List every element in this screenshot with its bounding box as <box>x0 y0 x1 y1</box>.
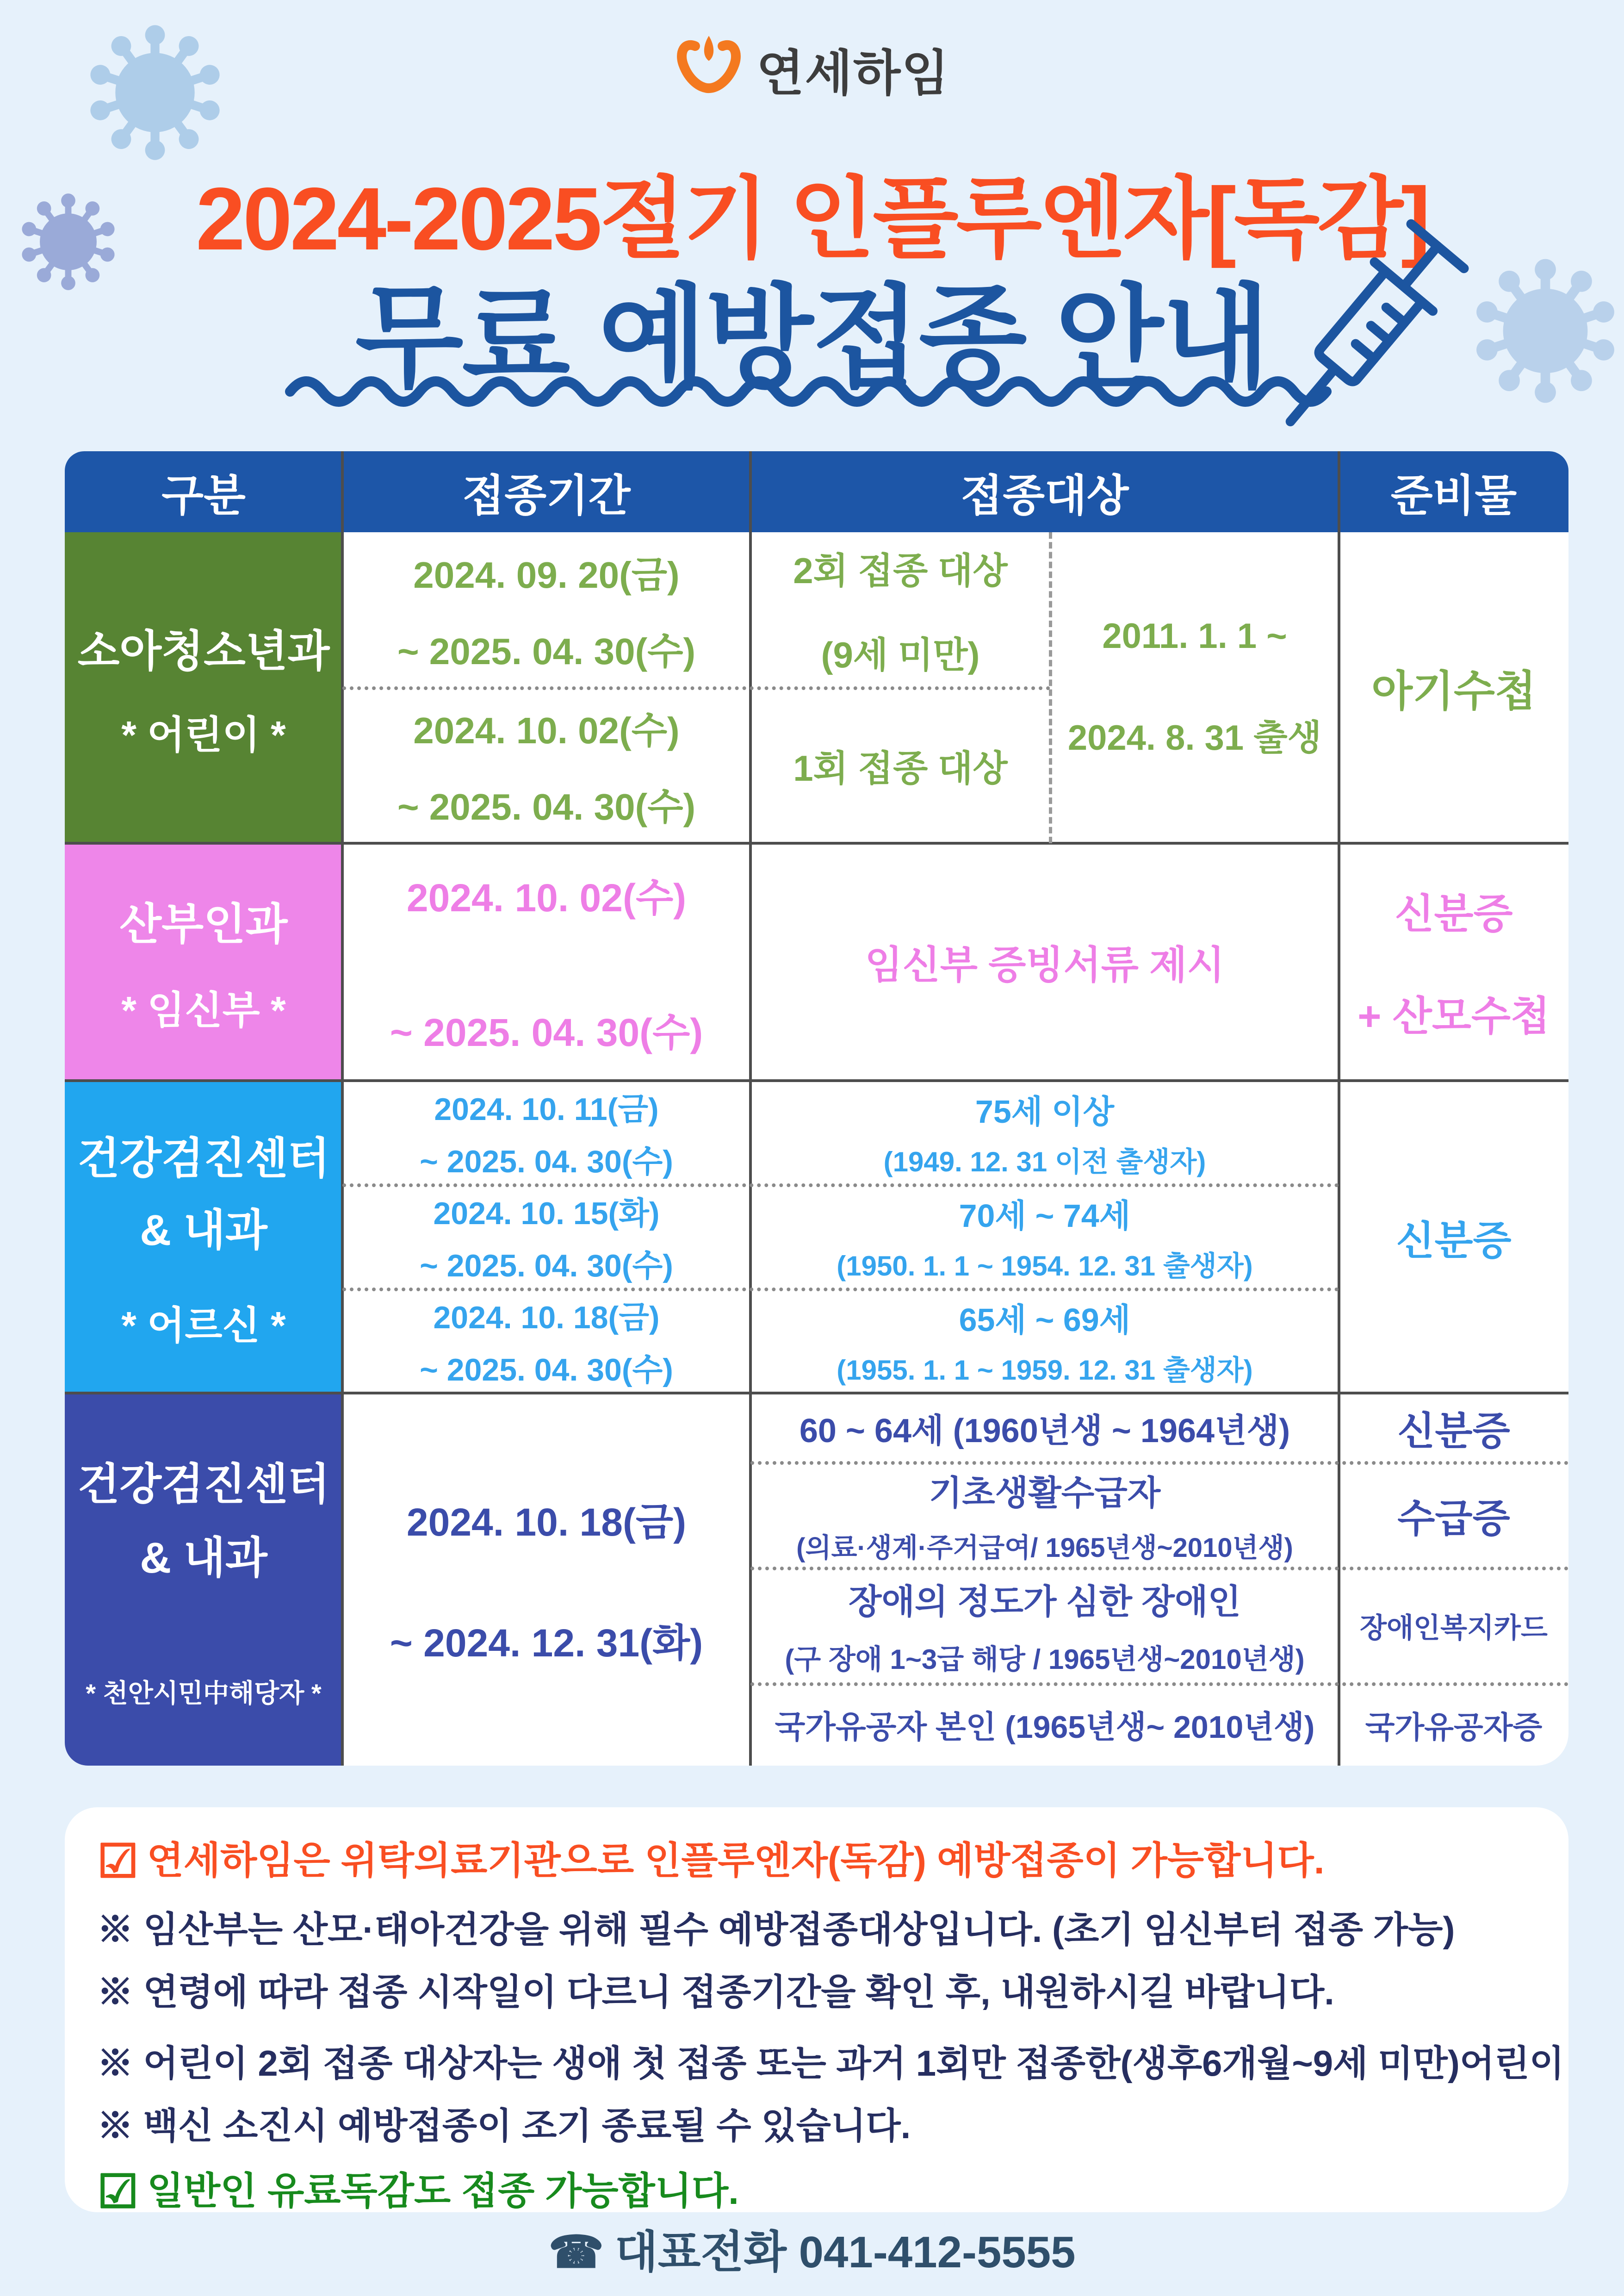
target-label: 1회 접종 대상 <box>793 748 1008 789</box>
target-label: 국가유공자 본인 (1965년생~ 2010년생) <box>775 1710 1315 1745</box>
target-sublabel: (9세 미만) <box>821 635 980 675</box>
citizens-target-4 <box>750 1684 1339 1766</box>
target-sublabel: (의료·생계·주거급여/ 1965년생~2010년생) <box>796 1533 1293 1563</box>
header-target: 접종대상 <box>961 471 1129 520</box>
target-label: 장애의 정도가 심한 장애인 <box>848 1582 1241 1621</box>
phone-number: 대표전화 041-412-5555 <box>615 2228 1076 2277</box>
dotted-divider <box>750 1567 1568 1570</box>
period-start: 2024. 10. 18(금) <box>433 1300 660 1335</box>
target-label: 65세 ~ 69세 <box>959 1302 1131 1338</box>
requirement-label: 신분증 <box>1397 1409 1510 1453</box>
header-period: 접종기간 <box>462 471 631 520</box>
header-category: 구분 <box>161 471 246 520</box>
citizens-target-2 <box>750 1462 1339 1568</box>
target-sublabel: (1949. 12. 31 이전 출생자) <box>883 1146 1206 1177</box>
category-sublabel: * 천안시민中해당자 * <box>86 1678 322 1708</box>
citizens-target-1 <box>750 1393 1339 1462</box>
requirement-label: 아기수첩 <box>1371 668 1536 715</box>
category-label2: & 내과 <box>140 1533 267 1582</box>
category-label: 건강검진센터 <box>77 1134 330 1182</box>
seniors-target-3 <box>750 1289 1339 1393</box>
period-start: 2024. 09. 20(금) <box>413 554 680 596</box>
period-end: ~ 2025. 04. 30(수) <box>397 786 696 828</box>
period-end: ~ 2025. 04. 30(수) <box>390 1010 703 1054</box>
seniors-target-1 <box>750 1081 1339 1185</box>
citizens-period <box>342 1393 750 1766</box>
note-line-4: ※ 백신 소진시 예방접종이 조기 종료될 수 있습니다. <box>97 2105 911 2147</box>
phone-icon: ☎ <box>548 2228 604 2277</box>
note-line-1: ※ 임산부는 산모·태아건강을 위해 필수 예방접종대상입니다. (초기 임신부터 접종 가능) <box>97 1909 1455 1950</box>
period-start: 2024. 10. 02(수) <box>406 876 687 920</box>
dashed-divider <box>1049 532 1052 843</box>
period-end: ~ 2024. 12. 31(화) <box>390 1621 703 1665</box>
header-requirement: 준비물 <box>1390 471 1517 520</box>
citizens-target-3 <box>750 1568 1339 1684</box>
birth-start: 2011. 1. 1 ~ <box>1102 616 1287 656</box>
citizens-req-3 <box>1339 1568 1568 1684</box>
pediatrics-target-1dose <box>750 688 1050 843</box>
note-line-2: ※ 연령에 따라 접종 시작일이 다르니 접종기간을 확인 후, 내원하시길 바랍니다. <box>97 1971 1334 2012</box>
period-start: 2024. 10. 02(수) <box>413 710 680 751</box>
note-text: 일반인 유료독감도 접종 가능합니다. <box>147 2170 739 2212</box>
clinic-logo <box>0 32 1624 106</box>
requirement-label: 수급증 <box>1397 1496 1510 1540</box>
target-label: 60 ~ 64세 (1960년생 ~ 1964년생) <box>799 1412 1290 1450</box>
notes-panel <box>65 1807 1568 2218</box>
row-citizens-category <box>65 1393 342 1766</box>
pediatrics-requirement <box>1339 532 1568 843</box>
note-line-3: ※ 어린이 2회 접종 대상자는 생애 첫 접종 또는 과거 1회만 접종한(생후6개월~9세 미만)어린이 <box>97 2043 1564 2084</box>
category-label: 건강검진센터 <box>77 1459 330 1508</box>
row-divider <box>65 1392 1568 1394</box>
dotted-divider <box>750 1682 1568 1686</box>
target-label: 기초생활수급자 <box>929 1474 1161 1512</box>
period-end: ~ 2025. 04. 30(수) <box>420 1248 673 1283</box>
target-sublabel: (1955. 1. 1 ~ 1959. 12. 31 출생자) <box>837 1355 1253 1386</box>
period-end: ~ 2025. 04. 30(수) <box>420 1144 673 1179</box>
note-check-1 <box>97 1835 1536 1888</box>
period-start: 2024. 10. 15(화) <box>433 1195 660 1231</box>
seniors-target-2 <box>750 1185 1339 1289</box>
category-sublabel: * 어린이 * <box>121 713 286 757</box>
pediatrics-period-1 <box>342 532 750 688</box>
category-sublabel: * 어르신 * <box>121 1304 286 1347</box>
citizens-req-4 <box>1339 1684 1568 1766</box>
period-end: ~ 2025. 04. 30(수) <box>397 631 696 672</box>
citizens-req-2 <box>1339 1462 1568 1568</box>
tulip-logo-icon <box>674 32 744 106</box>
citizens-req-1 <box>1339 1393 1568 1462</box>
category-label: 산부인과 <box>119 899 288 948</box>
target-sublabel: (구 장애 1~3급 해당 / 1965년생~2010년생) <box>785 1644 1305 1675</box>
phone-line <box>0 2217 1624 2280</box>
seniors-period-2 <box>342 1185 750 1289</box>
row-divider <box>65 842 1568 845</box>
row-obstetrics-category <box>65 843 342 1081</box>
category-label2: & 내과 <box>140 1206 267 1254</box>
obstetrics-target <box>750 843 1339 1081</box>
period-start: 2024. 10. 11(금) <box>434 1091 659 1127</box>
obstetrics-requirement <box>1339 843 1568 1081</box>
wavy-underline <box>285 369 1349 413</box>
checkbox-icon: ☑ <box>97 2165 139 2218</box>
dotted-divider <box>750 1461 1568 1465</box>
requirement-label: 신분증 <box>1396 1218 1512 1263</box>
target-label: 75세 이상 <box>975 1094 1115 1130</box>
pediatrics-period-2 <box>342 688 750 843</box>
birth-end: 2024. 8. 31 출생 <box>1067 718 1322 758</box>
dotted-divider <box>342 1183 1339 1187</box>
requirement-label: 신분증 <box>1395 891 1513 937</box>
category-sublabel: * 임신부 * <box>121 988 286 1032</box>
target-label: 2회 접종 대상 <box>793 550 1008 591</box>
note-text: 연세하임은 위탁의료기관으로 인플루엔자(독감) 예방접종이 가능합니다. <box>147 1840 1325 1882</box>
period-end: ~ 2025. 04. 30(수) <box>420 1352 673 1388</box>
obstetrics-period <box>342 843 750 1081</box>
note-check-2 <box>97 2165 1536 2219</box>
clinic-name: 연세하임 <box>756 46 950 101</box>
target-label: 임신부 증빙서류 제시 <box>865 943 1225 987</box>
seniors-requirement <box>1339 1081 1568 1393</box>
dotted-divider <box>342 1288 1339 1291</box>
category-label: 소아청소년과 <box>77 626 330 675</box>
poster-title-season: 2024-2025절기 인플루엔자[독감] <box>196 169 1428 268</box>
vaccination-schedule-table <box>65 451 1568 1766</box>
target-sublabel: (1950. 1. 1 ~ 1954. 12. 31 출생자) <box>837 1251 1253 1282</box>
pediatrics-target-2dose <box>750 532 1050 688</box>
requirement-label: 장애인복지카드 <box>1360 1612 1548 1643</box>
requirement-label: + 산모수첩 <box>1357 993 1550 1039</box>
checkbox-icon: ☑ <box>97 1836 139 1887</box>
row-divider <box>65 1079 1568 1082</box>
dotted-divider <box>342 686 1050 690</box>
row-seniors-category <box>65 1081 342 1393</box>
seniors-period-1 <box>342 1081 750 1185</box>
seniors-period-3 <box>342 1289 750 1393</box>
poster-title-main: 무료 예방접종 안내 <box>355 276 1269 401</box>
target-label: 70세 ~ 74세 <box>959 1198 1131 1234</box>
pediatrics-birth-range <box>1050 532 1339 843</box>
period-start: 2024. 10. 18(금) <box>406 1500 687 1544</box>
requirement-label: 국가유공자증 <box>1365 1710 1543 1744</box>
column-divider <box>341 451 344 1766</box>
row-pediatrics-category <box>65 532 342 843</box>
